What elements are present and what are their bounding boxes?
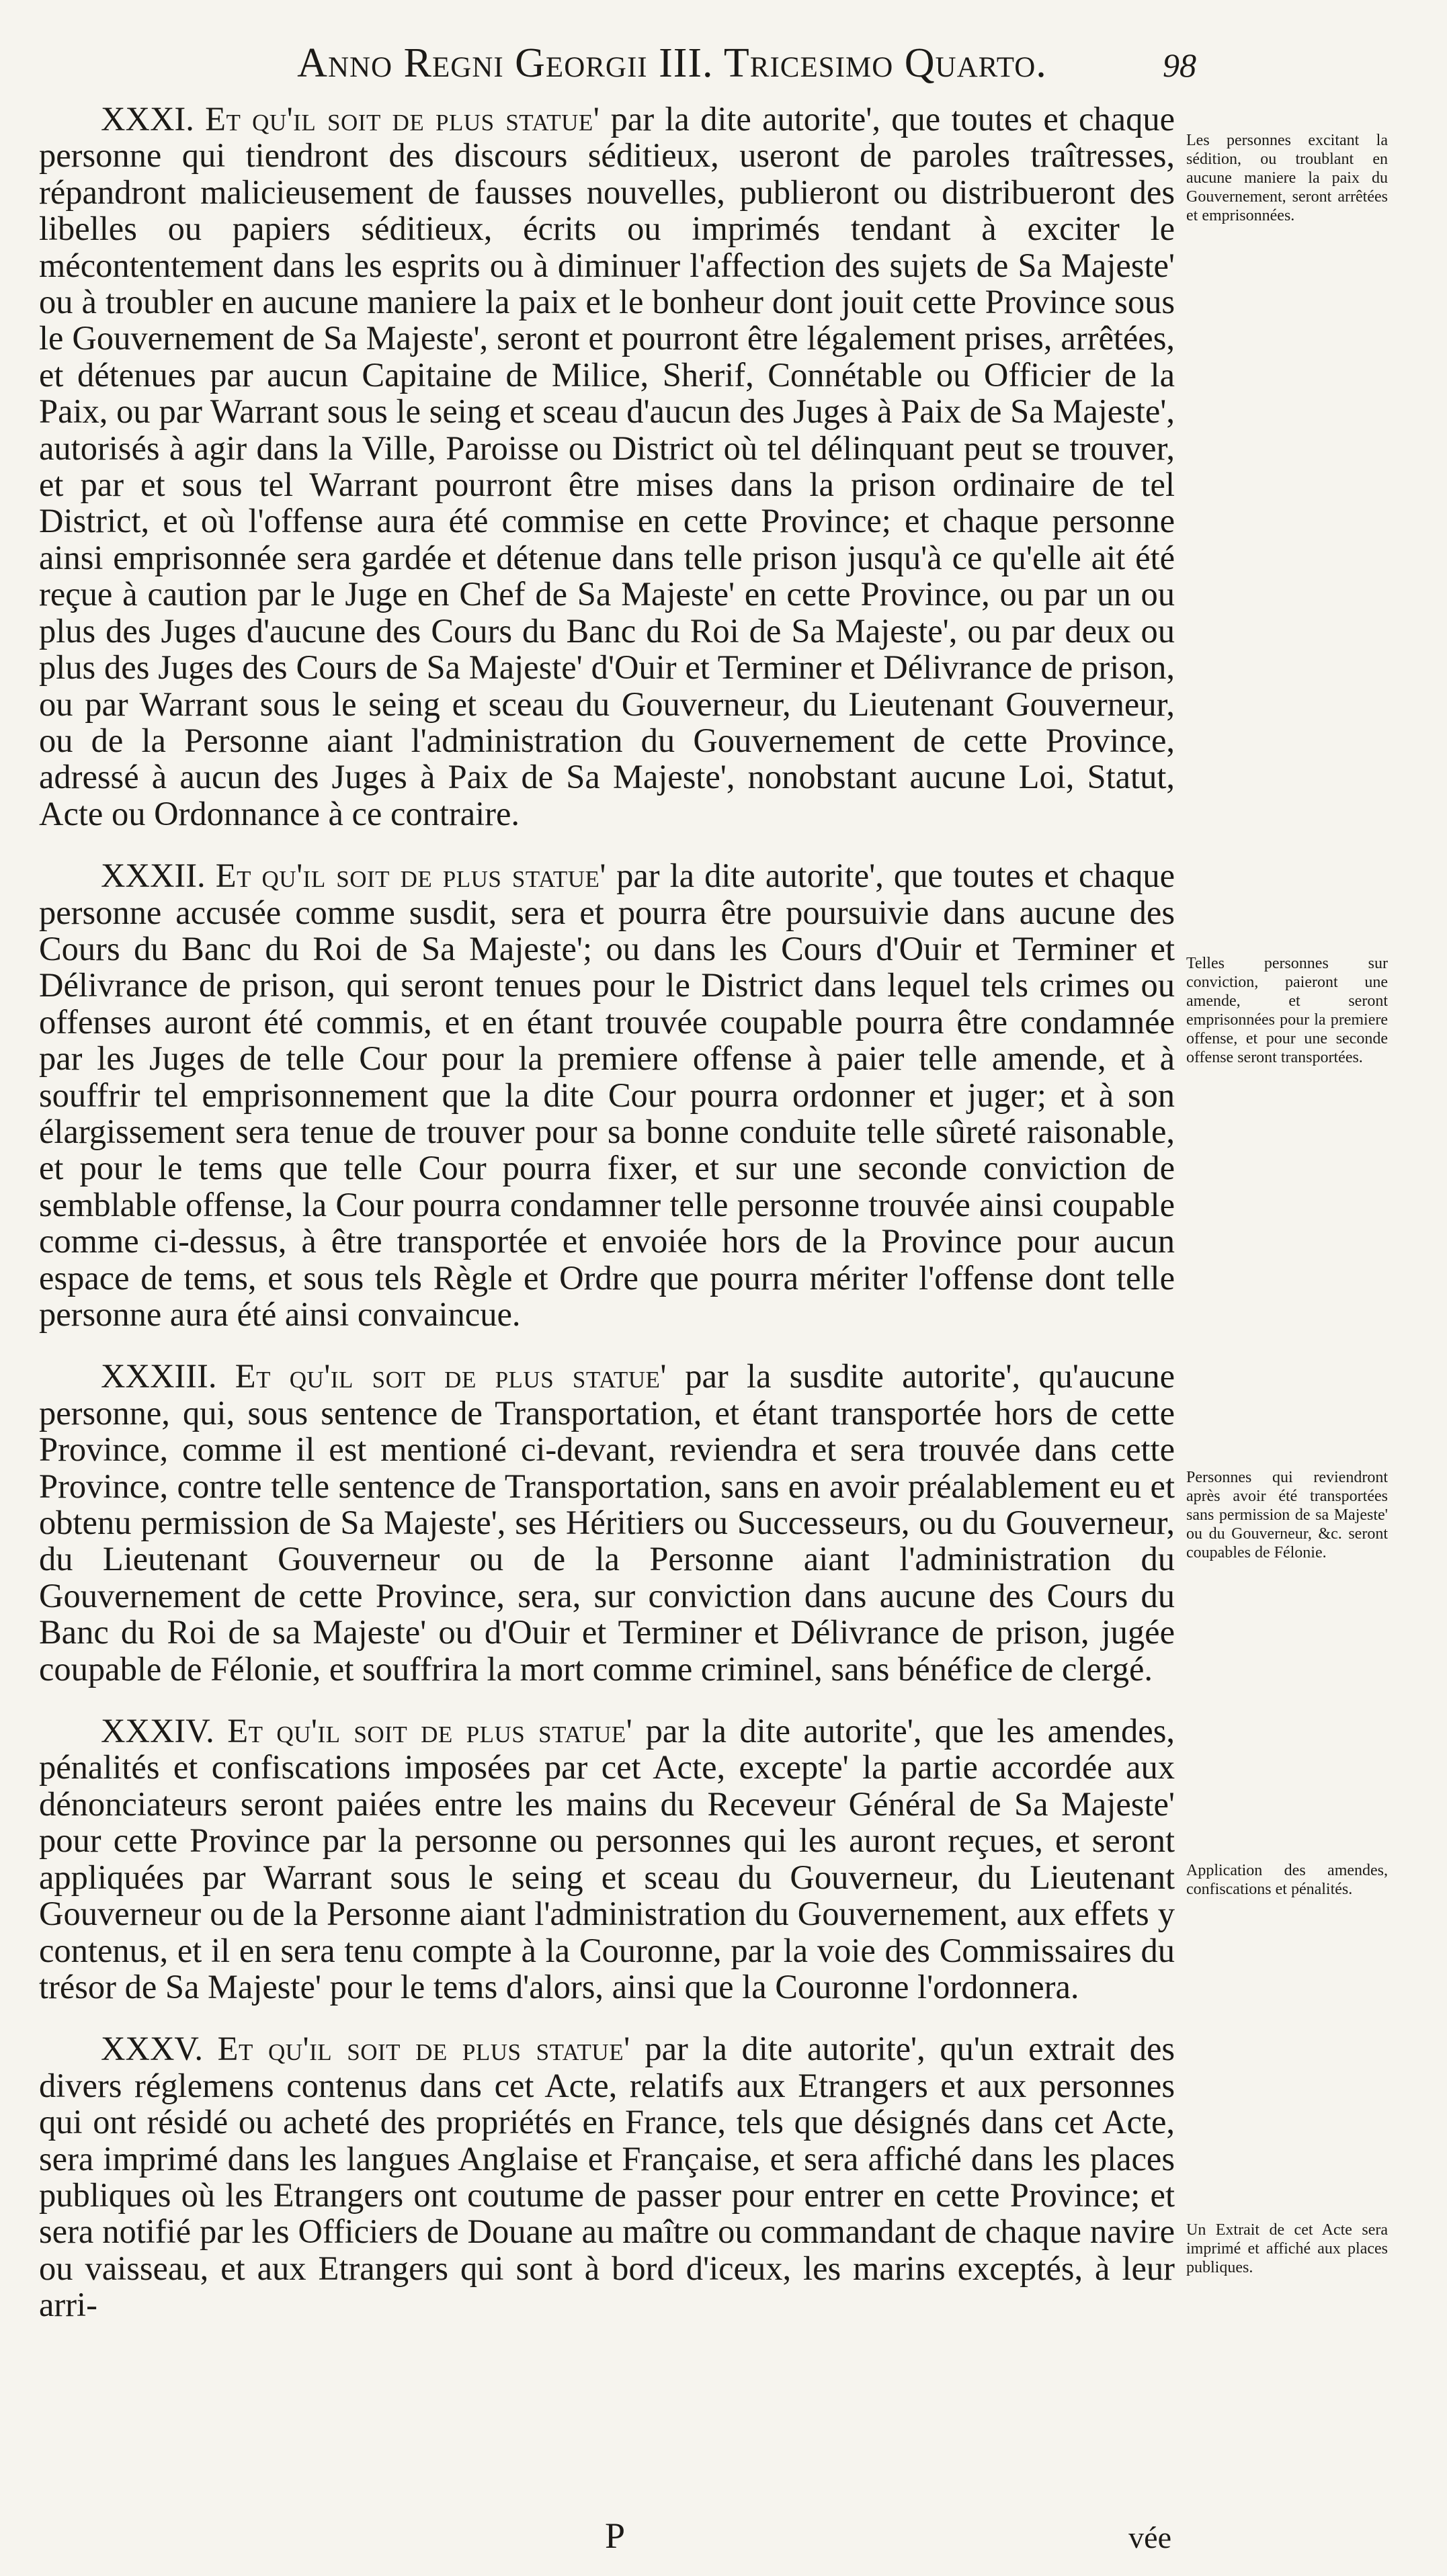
section-text: par la susdite autorite', qu'aucune personne, qui, sous sentence de Transportation, et étant transportée hors de cette Province, comme il est mentioné ci-devant, reviendra et sera trouvée dans cette Province, contre telle sentence de Transportation, sans en avoir préalablement eu et obtenu permission de Sa Majeste', ses Héritiers ou Successeurs, ou du Gouverneur, du Lieutenant Gouverneur ou de la Personne aiant l'administration du Gouvernement de cette Province, sera, sur conviction dans aucune des Cours du Banc du Roi de sa Majeste' ou d'Ouir et Terminer et Délivrance de prison, jugée coupable de Félonie, et souffrira la mort comme criminel, sans bénéfice de clergé. (39, 1357, 1175, 1688)
section-lead: Et qu'il soit de plus statue' (217, 2030, 630, 2068)
section-number: XXXII. (101, 857, 206, 895)
main-text (39, 101, 1175, 2323)
section-lead: Et qu'il soit de plus statue' (227, 1712, 633, 1750)
running-header (148, 34, 1196, 87)
margin-note-33: Personnes qui reviendront après avoir été transportées sans permission de sa Majeste' ou du Gouverneur, &c. seront coupables de Félonie. (1186, 1469, 1388, 1561)
section-lead: Et qu'il soit de plus statue' (205, 100, 600, 138)
section-text: par la dite autorite', qu'un extrait des divers réglemens contenus dans cet Acte, relatifs aux Etrangers et aux personnes qui ont résidé ou acheté des propriétés en France, tels que désignés dans cet Acte, sera imprimé dans les langues Anglaise et Française, et sera affiché dans les places publiques où les Etrangers ont coutume de passer pour entrer en cette Province; et sera notifié par les Officiers de Douane au maître ou commandant de chaque navire ou vaisseau, et aux Etrangers qui sont à bord d'iceux, les marins exceptés, à leur arri- (39, 2030, 1175, 2324)
page-number: 98 (1163, 46, 1196, 84)
signature-mark: P (605, 2516, 626, 2556)
margin-note-34: Application des amendes, confiscations et pénalités. (1186, 1862, 1388, 1898)
margin-note-32: Telles personnes sur conviction, paieront une amende, et seront emprisonnées pour la premiere offense, et pour une seconde offense seront transportées. (1186, 955, 1388, 1066)
section-31 (39, 101, 1175, 832)
running-title: Anno Regni Georgii III. Tricesimo Quarto. (297, 40, 1047, 86)
section-number: XXXIV. (101, 1712, 214, 1750)
section-number: XXXV. (101, 2030, 203, 2068)
catchword: vée (1128, 2520, 1171, 2554)
margin-note-31: Les personnes excitant la sédition, ou troublant en aucune maniere la paix du Gouvernement, seront arrêtées et emprisonnées. (1186, 132, 1388, 224)
margin-note-35: Un Extrait de cet Acte sera imprimé et affiché aux places publiques. (1186, 2221, 1388, 2276)
section-number: XXXIII. (101, 1357, 217, 1396)
section-text: par la dite autorite', que toutes et chaque personne qui tiendront des discours séditieux, useront de paroles traîtresses, répandront malicieusement de fausses nouvelles, publieront ou distribueront des libelles ou papiers séditieux, écrits ou imprimés tendant à exciter le mécontentement dans les esprits ou à diminuer l'affection des sujets de Sa Majeste' ou à troubler en aucune maniere la paix et le bonheur dont jouit cette Province sous le Gouvernement de Sa Majeste', seront et pourront être légalement prises, arrêtées, et détenues par aucun Capitaine de Milice, Sherif, Connétable ou Officier de la Paix, ou par Warrant sous le seing et sceau d'aucun des Juges à Paix de Sa Majeste', autorisés à agir dans la Ville, Paroisse ou District où tel délinquant peut se trouver, et par et sous tel Warrant pourront être mises dans la prison ordinaire de tel District, et où l'offense aura été commise en cette Province; et chaque personne ainsi emprisonnée sera gardée et détenue dans telle prison jusqu'à ce qu'elle ait été reçue à caution par le Juge en Chef de Sa Majeste' en cette Province, ou par un ou plus des Juges d'aucune des Cours du Banc du Roi de Sa Majeste', ou par deux ou plus des Juges des Cours de Sa Majeste' d'Ouir et Terminer et Délivrance de prison, ou par Warrant sous le seing et sceau du Gouverneur, du Lieutenant Gouverneur, ou de la Personne aiant l'administration du Gouvernement de cette Province, adressé à aucun des Juges à Paix de Sa Majeste', nonobstant aucune Loi, Statut, Acte ou Ordonnance à ce contraire. (39, 100, 1175, 832)
section-32 (39, 857, 1175, 1332)
section-35 (39, 2030, 1175, 2323)
section-number: XXXI. (101, 100, 194, 138)
section-text: par la dite autorite', que toutes et chaque personne accusée comme susdit, sera et pourra être poursuivie dans aucune des Cours du Banc du Roi de Sa Majeste'; ou dans les Cours d'Ouir et Terminer et Délivrance de prison, qui seront tenues pour le District dans lequel tels crimes ou offenses auront été commis, et en étant trouvée coupable pourra être condamnée par les Juges de telle Cour pour la premiere offense à paier telle amende, et à souffrir tel emprisonnement que la dite Cour pourra ordonner et juger; et à son élargissement sera tenue de trouver pour sa bonne conduite telle sûreté raisonable, et pour le tems que telle Cour pourra fixer, et sur une seconde conviction de semblable offense, la Cour pourra condamner telle personne trouvée ainsi coupable comme ci-dessus, à être transportée et envoiée hors de la Province pour aucun espace de tems, et sous tels Règle et Ordre que pourra mériter l'offense dont telle personne aura été ainsi convaincue. (39, 857, 1175, 1333)
section-34 (39, 1713, 1175, 2005)
section-text: par la dite autorite', que les amendes, pénalités et confiscations imposées par cet Acte, excepte' la partie accordée aux dénonciateurs seront paiées entre les mains du Receveur Général de Sa Majeste' pour cette Province par la personne ou personnes qui les auront reçues, et seront appliquées par Warrant sous le seing et sceau du Gouverneur, du Lieutenant Gouverneur ou de la Personne aiant l'administration du Gouvernement, aux effets y contenus, et il en sera tenu compte à la Couronne, par la voie des Commissaires du trésor de Sa Majeste' pour le tems d'alors, ainsi que la Couronne l'ordonnera. (39, 1712, 1175, 2006)
section-33 (39, 1358, 1175, 1687)
section-lead: Et qu'il soit de plus statue' (235, 1357, 667, 1396)
section-lead: Et qu'il soit de plus statue' (215, 857, 606, 895)
